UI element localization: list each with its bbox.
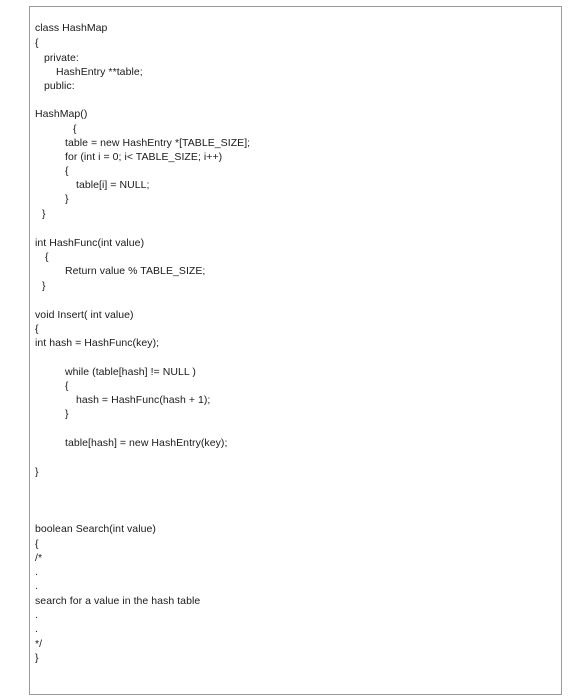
code-line: for (int i = 0; i< TABLE_SIZE; i++) [65, 151, 223, 163]
code-line: while (table[hash] != NULL ) [65, 366, 196, 378]
code-line: . [35, 623, 38, 635]
code-line: HashMap() [35, 108, 88, 120]
code-line: /* [35, 552, 43, 564]
code-line: void Insert( int value) [35, 309, 134, 321]
code-line: table[hash] = new HashEntry(key); [65, 437, 228, 449]
code-line: HashEntry **table; [56, 66, 143, 78]
code-line: class HashMap [35, 22, 108, 34]
code-line: int HashFunc(int value) [35, 237, 145, 249]
code-line: } [35, 652, 39, 664]
code-line: int hash = HashFunc(key); [35, 337, 160, 349]
code-line: { [45, 251, 49, 263]
code-line: table = new HashEntry *[TABLE_SIZE]; [65, 137, 251, 149]
code-line: boolean Search(int value) [35, 523, 156, 535]
code-line: } [35, 466, 39, 478]
code-line: { [65, 165, 69, 177]
code-line: private: [44, 52, 79, 64]
code-line: { [35, 538, 39, 550]
code-line: { [35, 323, 39, 335]
code-line: search for a value in the hash table [35, 595, 201, 607]
code-line: . [35, 566, 38, 578]
code-line: { [65, 380, 69, 392]
code-line: hash = HashFunc(hash + 1); [76, 394, 211, 406]
code-line: } [42, 208, 46, 220]
code-line: { [35, 37, 39, 49]
code-line: . [35, 609, 38, 621]
code-line: } [42, 280, 46, 292]
code-line: */ [35, 638, 43, 650]
code-line: } [65, 408, 69, 420]
code-line: { [73, 123, 77, 135]
code-line: table[i] = NULL; [76, 179, 150, 191]
code-line: . [35, 580, 38, 592]
document-page [29, 6, 562, 695]
code-line: public: [44, 80, 75, 92]
code-line: } [65, 193, 69, 205]
code-line: Return value % TABLE_SIZE; [65, 265, 206, 277]
